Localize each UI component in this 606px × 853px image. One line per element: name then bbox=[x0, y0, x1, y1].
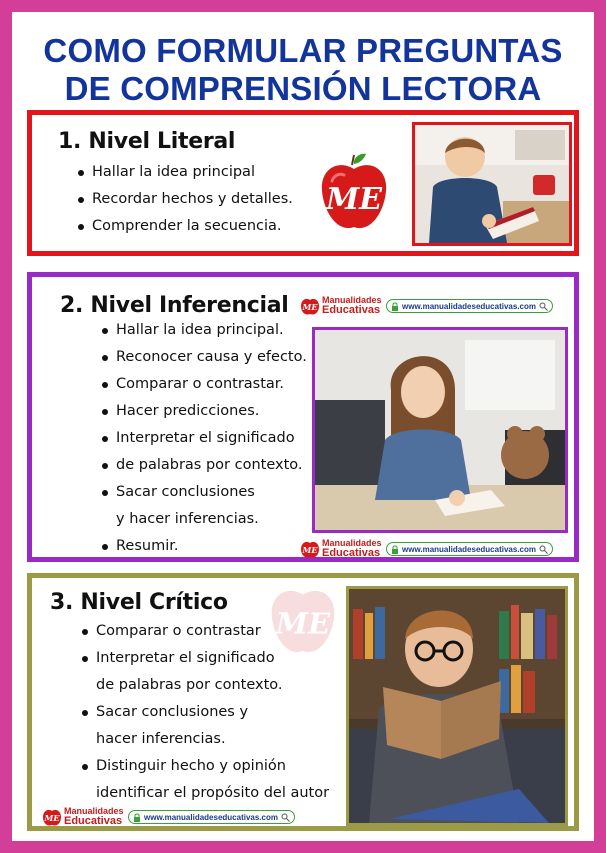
brand-line-2: Educativas bbox=[322, 547, 381, 559]
lock-icon bbox=[133, 813, 141, 822]
list-item-continuation: y hacer inferencias. bbox=[116, 511, 259, 527]
apple-icon bbox=[300, 539, 320, 559]
list-item: Comprender la secuencia. bbox=[78, 213, 293, 240]
section-heading: 2. Nivel Inferencial bbox=[60, 293, 289, 318]
list-item: Interpretar el significado bbox=[82, 645, 329, 672]
monogram-text: ME bbox=[325, 182, 383, 217]
bullet-list bbox=[102, 317, 307, 560]
brand-line-1: Manualidades bbox=[322, 295, 382, 305]
lock-icon bbox=[391, 302, 399, 311]
brand-line-2: Educativas bbox=[322, 304, 381, 316]
monogram-text: ME bbox=[44, 813, 60, 823]
brand-badge bbox=[300, 297, 553, 315]
magnifier-icon bbox=[539, 545, 548, 554]
title-line-2: DE COMPRENSIÓN LECTORA bbox=[64, 70, 542, 107]
list-item: Reconocer causa y efecto. bbox=[102, 344, 307, 371]
list-item: Hacer predicciones. bbox=[102, 398, 307, 425]
list-item-continuation: hacer inferencias. bbox=[96, 731, 226, 747]
list-item: Sacar conclusiones bbox=[102, 479, 307, 506]
brand-badge bbox=[42, 808, 295, 826]
boy-with-glasses-reading-book-photo bbox=[346, 586, 568, 826]
list-item: Sacar conclusiones y bbox=[82, 699, 329, 726]
apple-icon bbox=[300, 296, 320, 316]
list-item-continuation: de palabras por contexto. bbox=[96, 677, 283, 693]
brand-line-1: Manualidades bbox=[64, 806, 124, 816]
url-text: www.manualidadeseducativas.com bbox=[402, 301, 536, 311]
list-item: Hallar la idea principal. bbox=[102, 317, 307, 344]
lock-icon bbox=[391, 545, 399, 554]
url-pill bbox=[128, 810, 295, 824]
brand-badge-bottom bbox=[300, 540, 553, 558]
brand-line-2: Educativas bbox=[64, 815, 123, 827]
list-item: Recordar hechos y detalles. bbox=[78, 186, 293, 213]
list-item: Comparar o contrastar bbox=[82, 618, 329, 645]
url-text: www.manualidadeseducativas.com bbox=[402, 544, 536, 554]
list-item: Interpretar el significado bbox=[102, 425, 307, 452]
section-nivel-critico bbox=[27, 573, 579, 831]
list-item: Distinguir hecho y opinión bbox=[82, 753, 329, 780]
bullet-list bbox=[82, 618, 329, 807]
url-pill bbox=[386, 299, 553, 313]
section-heading: 3. Nivel Crítico bbox=[50, 590, 228, 615]
list-item: Comparar o contrastar. bbox=[102, 371, 307, 398]
apple-icon bbox=[42, 807, 62, 827]
monogram-text: ME bbox=[302, 302, 318, 312]
list-item: Hallar la idea principal bbox=[78, 159, 293, 186]
brand-line-1: Manualidades bbox=[322, 538, 382, 548]
bullet-list bbox=[78, 159, 293, 240]
brand-name bbox=[322, 539, 384, 559]
poster bbox=[12, 12, 594, 841]
section-nivel-literal bbox=[27, 110, 579, 256]
magnifier-icon bbox=[539, 302, 548, 311]
section-heading: 1. Nivel Literal bbox=[58, 129, 236, 154]
apple-logo-icon bbox=[318, 151, 390, 235]
poster-title bbox=[12, 32, 594, 108]
list-item: Resumir. bbox=[102, 533, 307, 560]
url-text: www.manualidadeseducativas.com bbox=[144, 812, 278, 822]
url-pill bbox=[386, 542, 553, 556]
girl-reading-with-teddy-bear-photo bbox=[312, 327, 568, 533]
list-item: de palabras por contexto. bbox=[102, 452, 307, 479]
monogram-text: ME bbox=[275, 606, 331, 641]
monogram-text: ME bbox=[302, 545, 318, 555]
list-item-continuation: identificar el propósito del autor bbox=[96, 785, 330, 801]
section-nivel-inferencial bbox=[27, 272, 579, 562]
magnifier-icon bbox=[281, 813, 290, 822]
brand-name bbox=[64, 807, 126, 827]
boy-reading-at-desk-photo bbox=[412, 122, 572, 246]
brand-name bbox=[322, 296, 384, 316]
title-line-1: COMO FORMULAR PREGUNTAS bbox=[43, 32, 563, 69]
